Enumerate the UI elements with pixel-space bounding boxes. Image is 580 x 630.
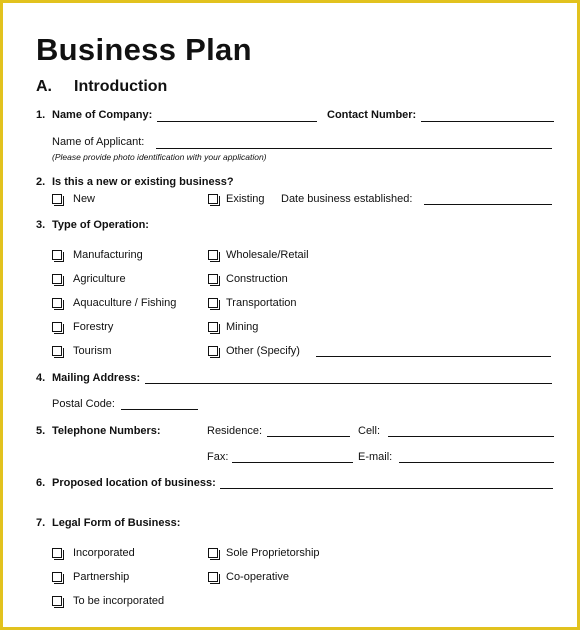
wholesale-checkbox[interactable] (208, 250, 218, 260)
to-be-incorporated-checkbox[interactable] (52, 596, 62, 606)
residence-label: Residence: (207, 425, 263, 437)
q5-number: 5. (36, 425, 46, 437)
partnership-label: Partnership (73, 571, 130, 583)
transportation-checkbox[interactable] (208, 298, 218, 308)
tourism-checkbox[interactable] (52, 346, 62, 356)
construction-checkbox[interactable] (208, 274, 218, 284)
forestry-checkbox[interactable] (52, 322, 62, 332)
transportation-label: Transportation (226, 297, 297, 309)
legal-form-label: Legal Form of Business: (52, 517, 181, 529)
fax-label: Fax: (207, 451, 229, 463)
aquaculture-label: Aquaculture / Fishing (73, 297, 177, 309)
operation-type-label: Type of Operation: (52, 219, 149, 231)
established-field[interactable] (424, 204, 552, 205)
wholesale-label: Wholesale/Retail (226, 249, 309, 261)
mining-checkbox[interactable] (208, 322, 218, 332)
tourism-label: Tourism (73, 345, 112, 357)
q2-number: 2. (36, 176, 46, 188)
existing-checkbox[interactable] (208, 194, 218, 204)
postal-code-label: Postal Code: (52, 398, 115, 410)
partnership-checkbox[interactable] (52, 572, 62, 582)
manufacturing-checkbox[interactable] (52, 250, 62, 260)
aquaculture-checkbox[interactable] (52, 298, 62, 308)
email-label: E-mail: (358, 451, 393, 463)
co-operative-label: Co-operative (226, 571, 289, 583)
new-checkbox[interactable] (52, 194, 62, 204)
telephone-label: Telephone Numbers: (52, 425, 161, 437)
other-checkbox[interactable] (208, 346, 218, 356)
page-title: Business Plan (36, 32, 252, 67)
contact-number-label: Contact Number: (327, 109, 417, 121)
q7-number: 7. (36, 517, 46, 529)
applicant-label: Name of Applicant: (52, 136, 145, 148)
sole-proprietorship-checkbox[interactable] (208, 548, 218, 558)
established-label: Date business established: (281, 193, 413, 205)
incorporated-label: Incorporated (73, 547, 135, 559)
agriculture-checkbox[interactable] (52, 274, 62, 284)
applicant-note: (Please provide photo identification with your application) (52, 152, 267, 162)
construction-label: Construction (226, 273, 288, 285)
q3-number: 3. (36, 219, 46, 231)
mailing-address-field[interactable] (145, 383, 552, 384)
section-title: Introduction (74, 78, 168, 95)
to-be-incorporated-label: To be incorporated (73, 595, 165, 607)
section-letter: A. (36, 78, 52, 95)
incorporated-checkbox[interactable] (52, 548, 62, 558)
contact-number-field[interactable] (421, 121, 554, 122)
proposed-location-label: Proposed location of business: (52, 477, 216, 489)
other-specify-field[interactable] (316, 356, 551, 357)
company-label: Name of Company: (52, 109, 153, 121)
residence-field[interactable] (267, 436, 350, 437)
proposed-location-field[interactable] (220, 488, 553, 489)
new-option-label: New (73, 193, 96, 205)
existing-option-label: Existing (226, 193, 265, 205)
forestry-label: Forestry (73, 321, 114, 333)
q6-number: 6. (36, 477, 46, 489)
applicant-field[interactable] (156, 148, 552, 149)
q4-number: 4. (36, 372, 46, 384)
business-type-question: Is this a new or existing business? (52, 176, 234, 188)
postal-code-field[interactable] (121, 409, 198, 410)
company-field[interactable] (157, 121, 317, 122)
fax-field[interactable] (232, 462, 353, 463)
manufacturing-label: Manufacturing (73, 249, 143, 261)
email-field[interactable] (399, 462, 554, 463)
sole-proprietorship-label: Sole Proprietorship (226, 547, 320, 559)
q1-number: 1. (36, 109, 46, 121)
cell-field[interactable] (388, 436, 554, 437)
co-operative-checkbox[interactable] (208, 572, 218, 582)
agriculture-label: Agriculture (73, 273, 126, 285)
mining-label: Mining (226, 321, 259, 333)
mailing-address-label: Mailing Address: (52, 372, 141, 384)
other-label: Other (Specify) (226, 345, 300, 357)
section-heading (36, 78, 167, 96)
cell-label: Cell: (358, 425, 381, 437)
